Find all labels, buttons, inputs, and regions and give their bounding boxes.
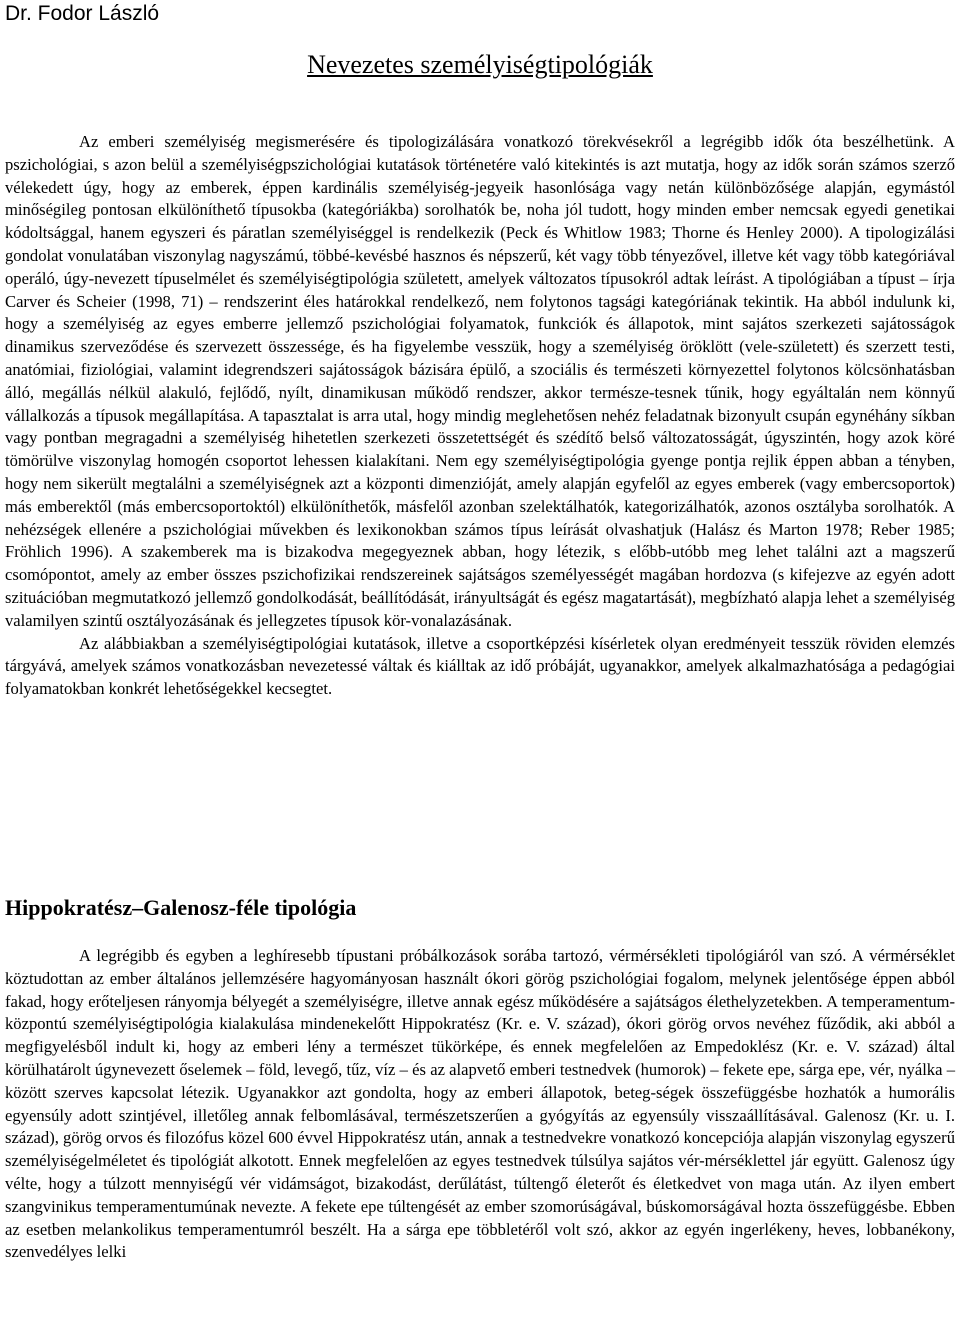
section-text [5, 945, 955, 1264]
paragraph: Az emberi személyiség megismerésére és tipologizálására vonatkozó törekvésekről a legrégibb idők óta beszélhetünk. A pszichológiai, s azon belül a személyiségpszichológiai kutatások történetére való kitekintés is azt mutatja, hogy az idők során számos szerző vélekedett úgy, hogy az emberek, éppen kardinális személyiség-jegyeik hasonlósága vagy netán különbözősége alapján, egymástól minőségileg pontosan elkülöníthető típusokba (kategóriákba) sorolhatók be, noha jól tudott, hogy minden ember nemcsak egyedi genetikai kódoltsággal, hanem egyszeri és páratlan személyiséggel is rendelkezik (Peck és Whitlow 1983; Thorne és Henley 2000). A tipologizálási gondolat vonulatában viszonylag nagyszámú, többé-kevésbé hasznos és népszerű, két vagy több tényezővel, illetve két vagy több kategóriával operáló, úgy-nevezett típuselmélet és személyiségtipológia született, amelyek változatos típusokról adtak leírást. A tipológiában a típust – írja Carver és Scheier (1998, 71) – rendszerint éles határokkal rendelkező, nem folytonos tagsági kategóriának tekintik. Ha abból indulunk ki, hogy a személyiség az egyes emberre jellemző pszichológiai folyamatok, funkciók és állapotok, mint sajátos szerkezeti sajátosságok dinamikus szerveződése és szervezett összessége, és ha figyelembe vesszük, hogy a személyiség öröklött (vele-született) és szerzett testi, anatómiai, fiziológiai, valamint idegrendszeri sajátosságok bázisára épülő, a szociális és természeti környezettel folytonos kölcsönhatásban álló, megállás nélkül alakuló, fejlődő, nyílt, dinamikusan működő rendszer, akkor természe-tesnek tűnik, hogy egyáltalán nem könnyű vállalkozás a típusok megállapítása. A tapasztalat is arra utal, hogy mindig meglehetősen nehéz feladatnak bizonyult csupán egynéhány síkban vagy pontban megragadni a személyiség hihetetlen szerkezeti összetettségét és szédítő belső változatosságát, úgyszintén, hogy azok köré tömörülve viszonylag homogén csoportot lehessen kialakítani. Nem egy személyiségtipológia gyenge pontja rejlik éppen abban a tényben, hogy nem sikerült megtalálni a személyiségnek azt a központi dimenzióját, amely alapján egyfelől az egyes emberek (vagy embercsoportok) más emberektől (más embercsoportoktól) elkülöníthetők, másfelől azonban szelektálhatók, kategorizálhatók, azonos osztályba sorolhatók. A nehézségek ellenére a pszichológiai művekben és lexikonokban számos típus leírását olvashatjuk (Halász és Marton 1978; Reber 1985; Fröhlich 1996). A szakemberek ma is bizakodva megegyeznek abban, hogy létezik, s előbb-utóbb meg lehet találni azt a magszerű csomópontot, amely az ember összes pszichofizikai rendszereinek sajátságos személyességét magában hordozva (s kifejezve az egyén adott szituációban megmutatkozó jellemző gondolkodását, beállítódását, irányultságát és egész magatartását), megbízható alapja lehet a személyiség valamilyen szintű osztályozásának és jellegzetes típusok kör-vonalazásának. [5, 132, 955, 630]
author-name: Dr. Fodor László [5, 2, 160, 25]
page-title: Nevezetes személyiségtipológiák [307, 50, 653, 79]
paragraph: A legrégibb és egyben a leghíresebb típustani próbálkozások sorába tartozó, vérmérsékleti tipológiáról van szó. A vérmérséklet köztudottan az ember általános jellemzésére hagyományosan használt ókori görög pszichológiai fogalom, melynek jelentősége éppen abból fakad, hogy erőteljesen rányomja bélyegét a személyiségre, illetve annak egész működésére a sajátságos élethelyzetekben. A temperamentum-központú személyiségtipológia kialakulása mindenekelőtt Hippokratész (Kr. e. V. század), ókori görög orvos nevéhez fűződik, aki abból a megfigyelésből indult ki, hogy az emberi lény a természet tükörképe, és ennek megfelelően az Empedoklész (Kr. e. V. század) által körülhatárolt úgynevezett őselemek – föld, levegő, tűz, víz – és az alapvető emberi testnedvek (humorok) – fekete epe, sárga epe, vér, nyálka – között szerves kapcsolat létezik. Ugyanakkor azt gondolta, hogy az emberi állapotok, beteg-ségek összefüggésbe hozhatók a humorális egyensúly adott szintjével, illetőleg annak felbomlásával, természetszerűen a gyógyítás az egyensúly visszaállításával. Galenosz (Kr. u. I. század), görög orvos és filozófus közel 600 évvel Hippokratész után, annak a testnedvekre vonatkozó koncepciója alapján viszonylag egyszerű személyiségelméletet és tipológiát alkotott. Ennek megfelelően az egyes testnedvek túlsúlya sajátos vér-mérséklettel jár együtt. Galenosz úgy vélte, hogy a túlzott mennyiségű vér vidámságot, bizakodást, derűlátást, túltengő életerőt és életkedvet von maga után. Az ilyen embert szangvinikus temperamentumúnak nevezte. A fekete epe túltengését az ember szomorúságával, búskomorságával hozta összefüggésbe. Ebben az esetben melankolikus temperamentumról beszélt. Ha a sárga epe többletéről volt szó, akkor az egyén ingerlékeny, heves, lobbanékony, szenvedélyes lelki [5, 946, 955, 1262]
paragraph: Az alábbiakban a személyiségtipológiai kutatások, illetve a csoportképzési kísérletek olyan eredményeit tesszük röviden elemzés tárgyává, amelyek számos vonatkozásban nevezetessé váltak és kiálltak az idő próbáját, ugyanakkor, amelyek alkalmazhatósága a pedagógiai folyamatokban konkrét lehetőségekkel kecsegtet. [5, 633, 955, 699]
intro-text [5, 131, 955, 701]
section-heading: Hippokratész–Galenosz-féle tipológia [5, 895, 357, 920]
